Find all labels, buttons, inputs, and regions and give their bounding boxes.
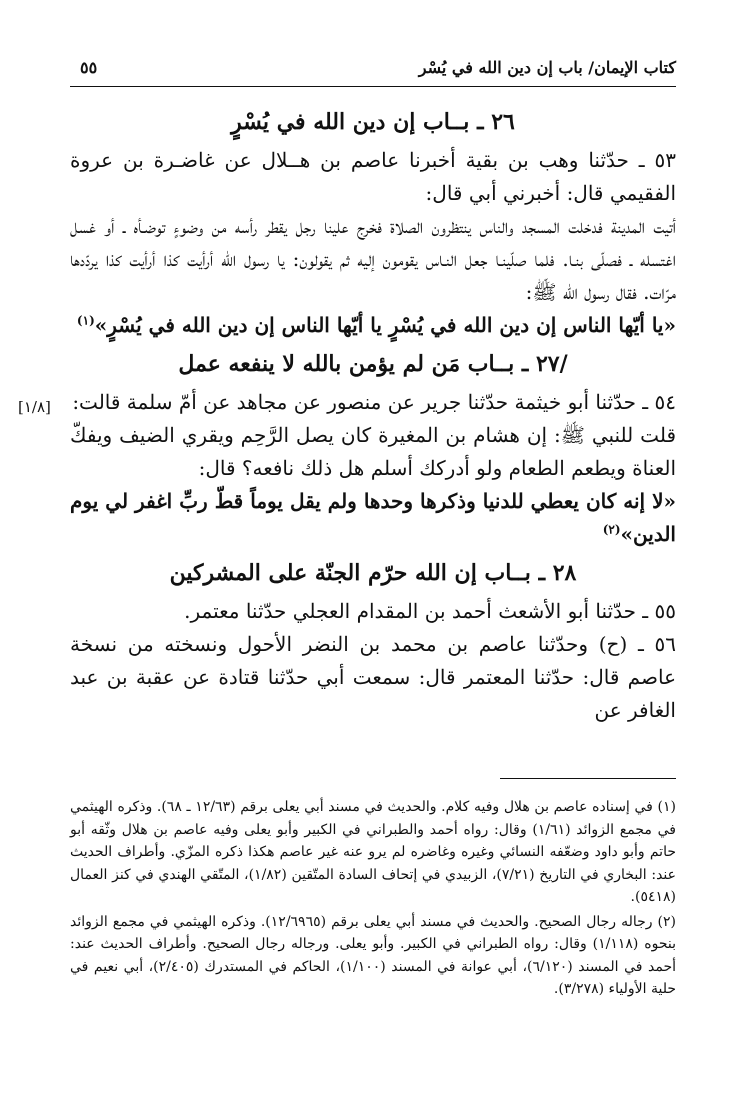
hadith-55: ٥٥ ـ حدّثنا أبو الأشعث أحمد بن المقدام العجلي حدّثنا معتمر. — [184, 599, 676, 623]
margin-page-reference: [١/٨] — [18, 398, 51, 416]
hadith-54-quote — [70, 485, 676, 551]
main-text — [70, 100, 676, 727]
hadith-53-quote-text: «يا أيّها الناس إن دين الله في يُسْرٍ يا أيّها الناس إن دين الله في يُسْرٍ» — [94, 313, 676, 337]
hadith-56: ٥٦ ـ (ح) وحدّثنا عاصم بن محمد بن النضر الأحول ونسخته من نسخة عاصم قال: حدّثنا المعتمر قال: سمعت أبي حدّثنا قتادة عن عقبة بن عبد الغافر عن — [70, 632, 676, 722]
footnote-separator — [500, 778, 676, 779]
hadith-54-text: قلت للنبي ﷺ: إن هشام بن المغيرة كان يصل الرَّحِم ويقري الضيف ويفكّ العناة ويطعم الطعام ولو أدركك أسلم هل ذلك نافعه؟ قال: — [70, 423, 676, 480]
page-number: ٥٥ — [80, 58, 98, 77]
hadith-54-isnad: ٥٤ ـ حدّثنا أبو خيثمة حدّثنا جرير عن منصور عن مجاهد عن أمّ سلمة قالت: — [72, 390, 676, 414]
footnote-2: (٢) رجاله رجال الصحيح. والحديث في مسند أبي يعلى برقم (١٢/٦٩٦٥). وذكره الهيثمي في مجمع الزوائد بنحوه (١/١١٨) وقال: رواه الطبراني في الكبير. وأبو يعلى. ورجاله رجال الصحيح. وأطراف الحديث عند: أحمد في المسند (٦/١٢٠)، أبي عوانة في المسند (١/١٠٠)، الحاكم في المستدرك (٢/٤٠٥)، أبي نعيم في حلية الأولياء (٣/٢٧٨). — [70, 913, 677, 997]
chapter-heading-26: ٢٦ ـ بــاب إن دين الله في يُسْرٍ — [231, 109, 515, 135]
running-header — [70, 58, 676, 87]
hadith-53-isnad: ٥٣ ـ حدّثنا وهب بن بقية أخبرنا عاصم بن هــلال عن غاضـرة بن عروة الفقيمي قال: أخبرني أبي قال: — [70, 148, 676, 205]
footnote-1: (١) في إسناده عاصم بن هلال وفيه كلام. والحديث في مسند أبي يعلى برقم (١٢/٦٣ ـ ٦٨). وذكره الهيثمي في مجمع الزوائد (١/٦١) وقال: رواه أحمد والطبراني في الكبير وأبو يعلى وفيه عاصم بن هلال وثّقه أبو حاتم وأبو داود وضعّفه النسائي وغيره وغاضره لم يرو عنه غير عاصم هكذا ذكره المزّي. وأطراف الحديث عند: البخاري في التاريخ (٧/٢١)، الزبيدي في إتحاف السادة المتّقين (١/٨٢)، المتّقي الهندي في كنز العمال (٥٤١٨). — [70, 799, 676, 905]
hadith-54-quote-text: «لا إنه كان يعطي للدنيا وذكرها وحدها ولم يقل يوماً قطّ ربِّ اغفر لي يوم الدين» — [70, 489, 676, 546]
footnote-ref-2: (٢) — [602, 522, 621, 537]
running-title: كتاب الإيمان/ باب إن دين الله في يُسْر — [418, 58, 676, 77]
hadith-53-quote — [70, 309, 676, 342]
footnote-ref-1: (١) — [76, 313, 95, 328]
chapter-heading-27: /٢٧ ـ بــاب مَن لم يؤمن بالله لا ينفعه عمل — [178, 351, 568, 377]
footnotes — [70, 796, 676, 1003]
chapter-heading-28: ٢٨ ـ بــاب إن الله حرّم الجنّة على المشركين — [169, 560, 577, 586]
hadith-53-text: أتيت المدينة فدخلت المسجد والناس ينتظرون الصلاة فخرج علينا رجل يقطر رأسه من وضوءٍ توضـأه ـ أو غسل اغتسله ـ فصلّى بنـا. فلما صلّينـا جعل النـاس يقومون إليه ثم يقولون: يا رسول الله أرأيت كذا أرأيت كذا يردّدها مرّات. فقال رسول الله ﷺ: — [70, 214, 676, 304]
